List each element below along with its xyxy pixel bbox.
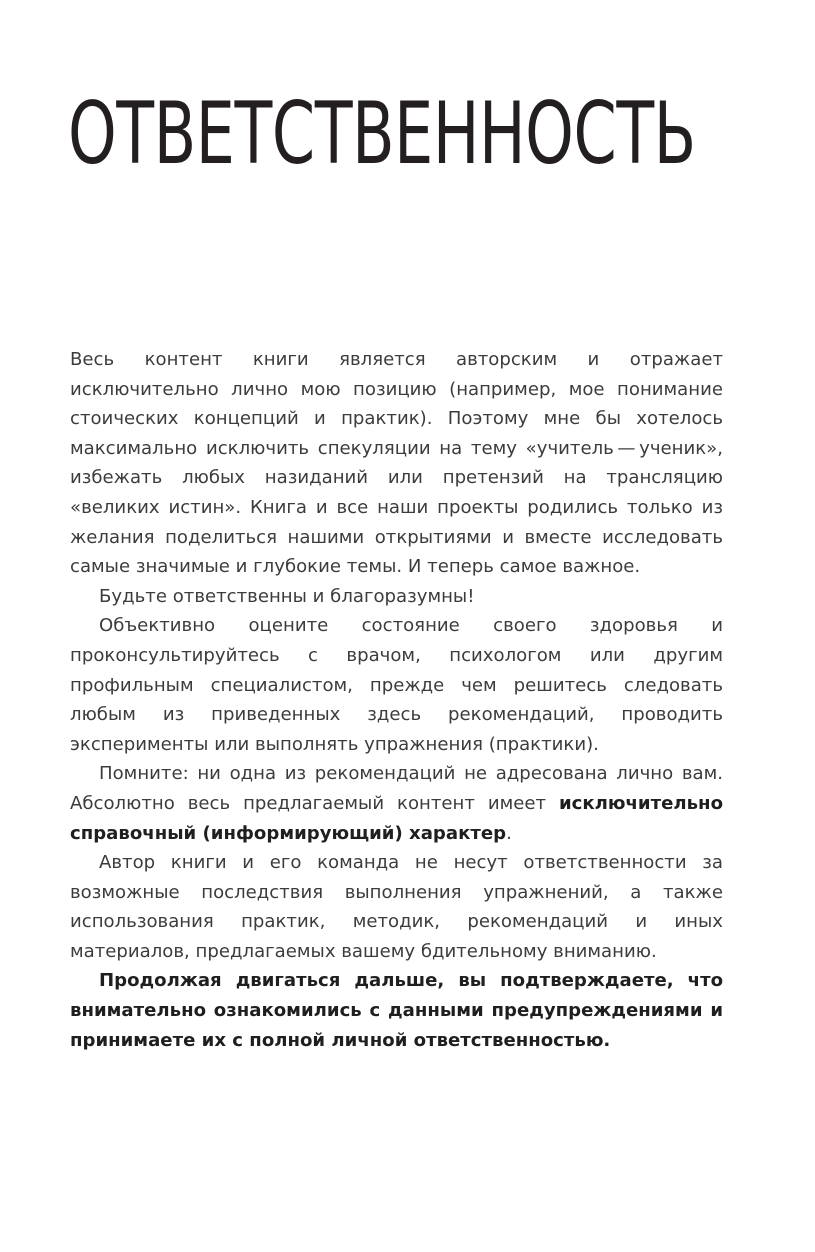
paragraph-be-responsible: Будьте ответственны и благоразумны! (99, 585, 475, 607)
reference-only-text-after-bold: . (506, 822, 512, 844)
body-copy (70, 345, 723, 1055)
paragraph-consult-specialist: Объективно оцените состояние своего здоровья и проконсультируйтесь с врачом, психологом или другим профильным специалистом, прежде чем решитесь следовать любым из приведенных здесь рекомендаций, проводить эксперименты или выполнять упражнения (практики). (70, 615, 723, 755)
paragraph-acceptance: Продолжая двигаться дальше, вы подтверждаете, что внимательно ознакомились с данными предупреждениями и принимаете их с полной личной ответственностью. (70, 970, 723, 1051)
paragraph-reference-only (70, 759, 723, 848)
page-title: ОТВЕТСТВЕННОСТЬ (68, 84, 696, 184)
reference-only-emphasis: исключительно справочный (информирующий) характер (70, 792, 723, 844)
paragraph-no-liability: Автор книги и его команда не несут ответственности за возможные последствия выполнения упражнений, а также использования практик, методик, рекомендаций и иных материалов, предлагаемых вашему бдительному вниманию. (70, 852, 723, 962)
paragraph-intro: Весь контент книги является авторским и отражает исключительно лично мою позицию (например, мое понимание стоических концепций и практик). Поэтому мне бы хотелось максимально исключить спекуляции на тему «учитель — ученик», избежать любых назиданий или претензий на трансляцию «великих истин». Книга и все наши проекты родились только из желания поделиться нашими открытиями и вместе исследовать самые значимые и глубокие темы. И теперь самое важное. (70, 349, 723, 578)
reference-only-text-before-bold: Помните: ни одна из рекомендаций не адресована лично вам. Абсолютно весь предлагаемый контент имеет (70, 763, 723, 814)
